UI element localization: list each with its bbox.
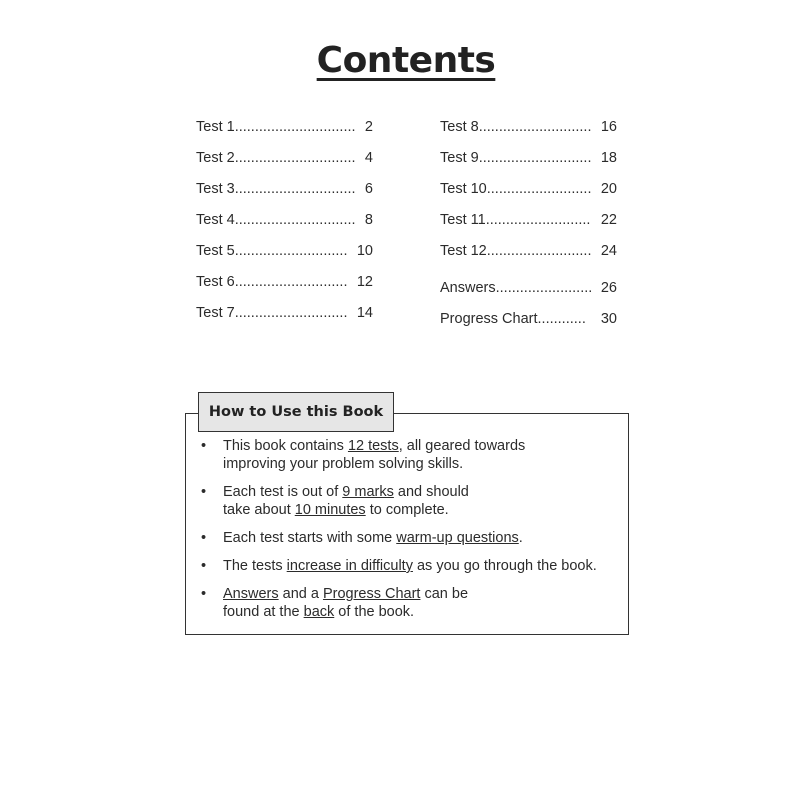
toc-entry-label: Test 8 [440, 119, 479, 135]
toc-entry-label: Test 4 [196, 212, 235, 228]
toc-entry [196, 241, 373, 272]
toc-left-column [196, 117, 373, 334]
toc-entry [440, 148, 617, 179]
text-run: Each test is out of [223, 484, 343, 500]
toc-entry-page: 20 [600, 181, 617, 197]
toc-entry-page: 24 [600, 243, 617, 259]
underlined-phrase: 12 tests [347, 438, 399, 454]
text-run: and should [393, 484, 469, 500]
toc-entry [440, 117, 617, 148]
toc-right-column [440, 117, 617, 340]
bullet-marker: • [201, 558, 207, 574]
how-to-item-text [223, 557, 597, 575]
toc-entry [196, 272, 373, 303]
how-to-item-text [223, 529, 523, 547]
toc-entry-page: 30 [600, 311, 617, 327]
text-run: and a [278, 586, 323, 602]
toc-entry-label: Answers [440, 280, 496, 296]
bullet-marker: • [201, 484, 207, 500]
toc-entry-leader: .............................. [234, 212, 356, 228]
how-to-list [201, 437, 621, 631]
text-run: take about [223, 502, 295, 518]
how-to-item [201, 557, 621, 575]
toc-entry-leader: ............................ [234, 243, 348, 259]
toc-entry-page: 4 [364, 150, 373, 166]
toc-entry-page: 6 [364, 181, 373, 197]
underlined-phrase: 9 marks [342, 484, 394, 500]
toc-entry-leader: ........................ [495, 280, 593, 296]
toc-entry-leader: .......................... [485, 212, 591, 228]
how-to-item-text [223, 437, 525, 473]
toc-entry-leader: .............................. [234, 181, 356, 197]
toc-entry [196, 210, 373, 241]
toc-entry-label: Test 3 [196, 181, 235, 197]
underlined-phrase: 10 minutes [294, 502, 366, 518]
toc-entry [440, 210, 617, 241]
toc-entry-label: Test 10 [440, 181, 487, 197]
toc-entry [440, 278, 617, 309]
text-run: improving your problem solving skills. [223, 456, 464, 472]
toc-entry-page: 12 [356, 274, 373, 290]
bullet-marker: • [201, 438, 207, 454]
toc-entry-label: Test 11 [440, 212, 486, 228]
underlined-phrase: increase in difficulty [286, 558, 413, 574]
toc-entry-label: Test 6 [196, 274, 235, 290]
page-title-text: Contents [316, 40, 496, 81]
toc-entry-page: 2 [364, 119, 373, 135]
toc-entry-page: 26 [600, 280, 617, 296]
bullet-marker: • [201, 530, 207, 546]
text-run: found at the [223, 604, 304, 620]
toc-entry-leader: .......................... [486, 243, 592, 259]
toc-entry [440, 179, 617, 210]
toc-entry-leader: ............ [537, 311, 586, 327]
toc-entry-page: 16 [600, 119, 617, 135]
text-run: . [518, 530, 523, 546]
bullet-marker: • [201, 586, 207, 602]
how-to-item [201, 529, 621, 547]
toc-entry [196, 303, 373, 334]
toc-entry-leader: .............................. [234, 150, 356, 166]
how-to-item [201, 585, 621, 621]
toc-entry-leader: ............................ [478, 150, 592, 166]
toc-entry [196, 148, 373, 179]
toc-entry [196, 117, 373, 148]
text-run: can be [420, 586, 469, 602]
text-run: of the book. [334, 604, 415, 620]
toc-entry-page: 22 [600, 212, 617, 228]
toc-entry-label: Progress Chart [440, 311, 538, 327]
text-run: This book contains [223, 438, 348, 454]
toc-entry-leader: ............................ [234, 305, 348, 321]
how-to-item-text [223, 483, 469, 519]
text-run: to complete. [365, 502, 449, 518]
underlined-phrase: Answers [223, 586, 279, 602]
toc-entry-label: Test 7 [196, 305, 235, 321]
text-run: The tests [223, 558, 287, 574]
toc-entry [196, 179, 373, 210]
toc-entry-page: 18 [600, 150, 617, 166]
toc-entry [440, 309, 617, 340]
how-to-item [201, 483, 621, 519]
toc-entry-label: Test 5 [196, 243, 235, 259]
page-title [0, 40, 800, 81]
underlined-phrase: warm-up questions [396, 530, 519, 546]
toc-entry-label: Test 1 [196, 119, 235, 135]
how-to-item [201, 437, 621, 473]
toc-entry-leader: ............................ [478, 119, 592, 135]
toc-entry [440, 241, 617, 272]
toc-entry-leader: ............................ [234, 274, 348, 290]
toc-entry-leader: .............................. [234, 119, 356, 135]
underlined-phrase: back [303, 604, 335, 620]
underlined-phrase: Progress Chart [322, 586, 421, 602]
toc-entry-label: Test 12 [440, 243, 487, 259]
toc-entry-label: Test 2 [196, 150, 235, 166]
how-to-item-text [223, 585, 468, 621]
toc-entry-label: Test 9 [440, 150, 479, 166]
toc-entry-page: 14 [356, 305, 373, 321]
toc-entry-page: 8 [364, 212, 373, 228]
text-run: as you go through the book. [412, 558, 597, 574]
how-to-heading: How to Use this Book [198, 392, 394, 432]
toc-entry-page: 10 [356, 243, 373, 259]
toc-entry-leader: .......................... [486, 181, 592, 197]
text-run: , all geared towards [398, 438, 526, 454]
text-run: Each test starts with some [223, 530, 397, 546]
